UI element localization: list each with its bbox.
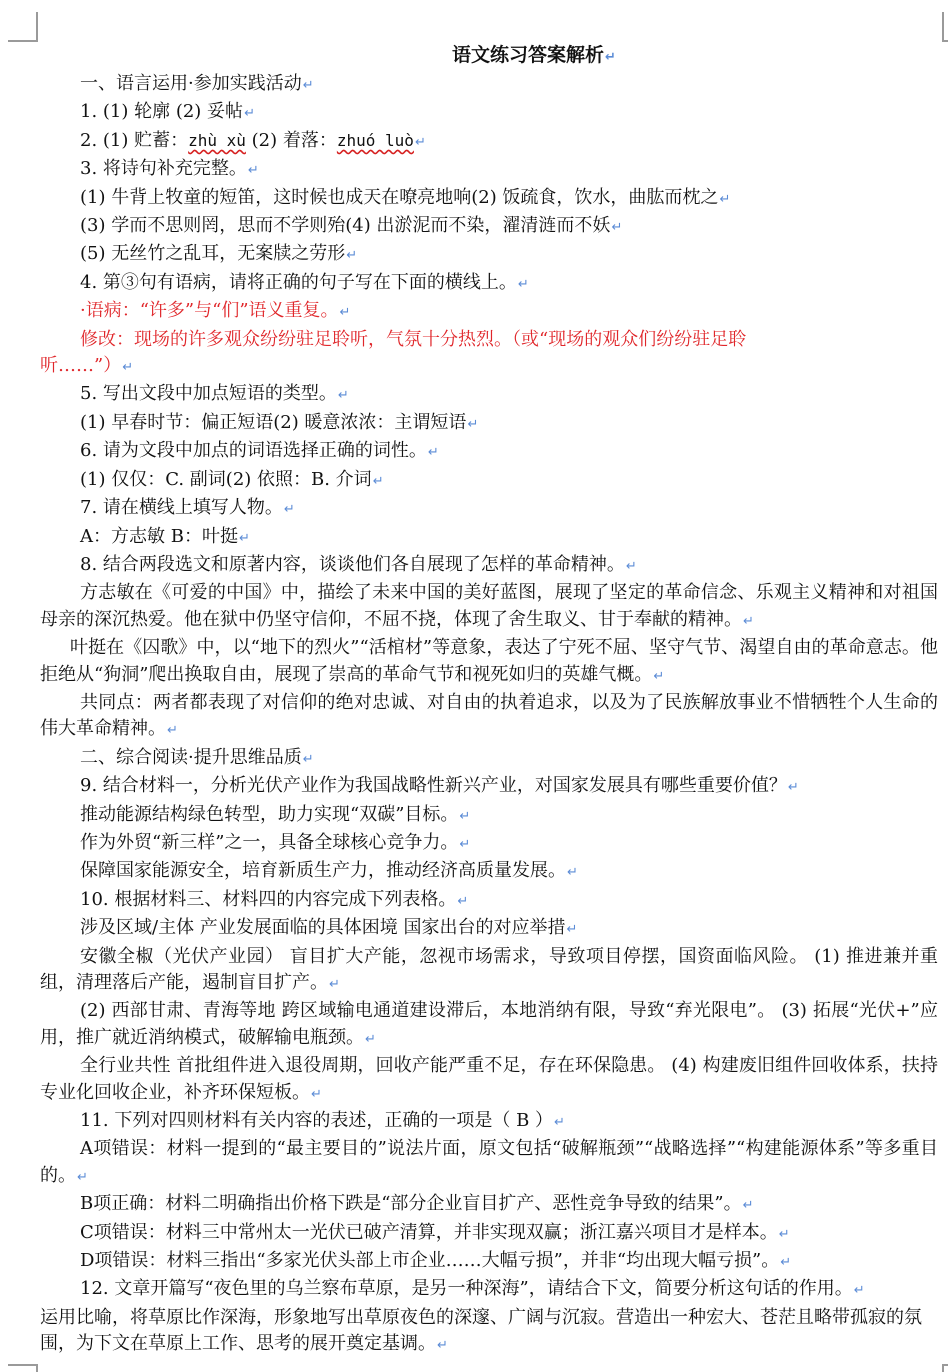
question-q11: 11. 下列对四则材料有关内容的表述，正确的一项是（ B ）↵ bbox=[80, 1110, 565, 1132]
question-q8: 8. 结合两段选文和原著内容，谈谈他们各自展现了怎样的革命精神。↵ bbox=[80, 553, 637, 575]
answer-q2: 2. (1) 贮蓄：zhù xù (2) 着落：zhuó luò↵ bbox=[80, 129, 426, 151]
question-q9: 9. 结合材料一，分析光伏产业作为我国战略性新兴产业，对国家发展具有哪些重要价值？↵ bbox=[80, 775, 799, 797]
answer-q9-a: 推动能源结构绿色转型，助力实现“双碳”目标。↵ bbox=[80, 803, 471, 825]
answer-q8-para1: 方志敏在《可爱的中国》中，描绘了未来中国的美好蓝图，展现了坚定的革命信念、乐观主义精神和对祖国母亲的深沉热爱。他在狱中仍坚守信仰，不屈不挠，体现了舍生取义、甘于奉献的精神。↵ bbox=[40, 582, 938, 630]
answer-q7: A：方志敏 B：叶挺↵ bbox=[80, 525, 250, 547]
question-q5: 5. 写出文段中加点短语的类型。↵ bbox=[80, 383, 349, 405]
corner-mark-top-right bbox=[942, 12, 948, 42]
answer-q9-b: 作为外贸“新三样”之一，具备全球核心竞争力。↵ bbox=[80, 831, 471, 853]
answer-q6: (1) 仅仅：C. 副词(2) 依照：B. 介词↵ bbox=[80, 468, 384, 490]
answer-q3-line1: (1) 牛背上牧童的短笛，这时候也成天在嘹亮地响(2) 饭疏食，饮水，曲肱而枕之↵ bbox=[80, 186, 731, 208]
answer-q5: (1) 早春时节：偏正短语(2) 暖意浓浓：主谓短语↵ bbox=[80, 411, 479, 433]
corner-mark-bottom-left bbox=[8, 1364, 38, 1372]
question-q3: 3. 将诗句补充完整。↵ bbox=[80, 158, 259, 180]
table-row-3: 全行业共性 首批组件进入退役周期，回收产能严重不足，存在环保隐患。 (4) 构建废旧组件回收体系，扶持专业化回收企业，补齐环保短板。↵ bbox=[40, 1055, 938, 1103]
answer-q8-para2: 叶挺在《囚歌》中，以“地下的烈火”“活棺材”等意象，表达了宁死不屈、坚守气节、渴望自由的革命意志。他拒绝从“狗洞”爬出换取自由，展现了崇高的革命气节和视死如归的英雄气概。↵ bbox=[40, 637, 938, 685]
section-heading-2: 二、综合阅读·提升思维品质↵ bbox=[80, 746, 314, 768]
corner-mark-top-left bbox=[8, 12, 38, 42]
answer-q8-para3: 共同点：两者都表现了对信仰的绝对忠诚、对自由的执着追求，以及为了民族解放事业不惜牺牲个人生命的伟大革命精神。↵ bbox=[40, 691, 938, 740]
section-heading-1: 一、语言运用·参加实践活动↵ bbox=[80, 73, 314, 94]
corner-mark-bottom-right bbox=[942, 1364, 948, 1372]
table-row-1: 安徽全椒（光伏产业园） 盲目扩大产能，忽视市场需求，导致项目停摆，国资面临风险。 (1) 推进兼并重组，清理落后产能，遏制盲目扩产。↵ bbox=[40, 945, 938, 993]
answer-q11-b: B项正确：材料二明确指出价格下跌是“部分企业盲目扩产、恶性竞争导致的结果”。↵ bbox=[80, 1193, 754, 1215]
answer-q3-line3: (5) 无丝竹之乱耳，无案牍之劳形↵ bbox=[80, 243, 358, 265]
answer-q4-fix: 修改：现场的许多观众纷纷驻足聆听，气氛十分热烈。（或“现场的观众们纷纷驻足聆 bbox=[80, 328, 747, 350]
answer-q4-fix-cont: 听……”）↵ bbox=[40, 355, 134, 377]
answer-q11-c: C项错误：材料三中常州太一光伏已破产清算，并非实现双赢；浙江嘉兴项目才是样本。↵ bbox=[80, 1221, 790, 1243]
question-q6: 6. 请为文段中加点的词语选择正确的词性。↵ bbox=[80, 440, 439, 462]
question-q7: 7. 请在横线上填写人物。↵ bbox=[80, 497, 295, 519]
table-header-q10: 涉及区域/主体 产业发展面临的具体困境 国家出台的对应举措↵ bbox=[80, 917, 578, 939]
document-body bbox=[40, 42, 938, 1360]
answer-q9-c: 保障国家能源安全，培育新质生产力，推动经济高质量发展。↵ bbox=[80, 860, 578, 882]
question-q4: 4. 第③句有语病，请将正确的句子写在下面的横线上。↵ bbox=[80, 271, 529, 293]
answer-q12: 运用比喻，将草原比作深海，形象地写出草原夜色的深邃、广阔与沉寂。营造出一种宏大、苍茫且略带孤寂的氛围，为下文在草原上工作、思考的展开奠定基调。↵ bbox=[40, 1306, 922, 1355]
question-q10: 10. 根据材料三、材料四的内容完成下列表格。↵ bbox=[80, 888, 469, 910]
answer-q11-a: A项错误：材料一提到的“最主要目的”说法片面，原文包括“破解瓶颈”“战略选择”“构建能源体系”等多重目的。↵ bbox=[40, 1138, 938, 1186]
answer-q4-error: ·语病：“许多”与“们”语义重复。↵ bbox=[80, 300, 351, 322]
answer-q1: 1. (1) 轮廓 (2) 妥帖↵ bbox=[80, 101, 255, 123]
answer-q11-d: D项错误：材料三指出“多家光伏头部上市企业……大幅亏损”，并非“均出现大幅亏损”。↵ bbox=[80, 1250, 792, 1272]
answer-q3-line2: (3) 学而不思则罔，思而不学则殆(4) 出淤泥而不染，濯清涟而不妖↵ bbox=[80, 215, 623, 237]
document-title: 语文练习答案解析↵ bbox=[452, 44, 616, 66]
pinyin-zhuxu: zhù xù bbox=[188, 130, 246, 150]
question-q12: 12. 文章开篇写“夜色里的乌兰察布草原，是另一种深海”，请结合下文，简要分析这句话的作用。↵ bbox=[80, 1278, 865, 1300]
pinyin-zhuoluo: zhuó luò bbox=[336, 130, 414, 150]
table-row-2: (2) 西部甘肃、青海等地 跨区域输电通道建设滞后，本地消纳有限，导致“弃光限电”。 (3) 拓展“光伏+”应用，推广就近消纳模式，破解输电瓶颈。↵ bbox=[40, 1000, 938, 1048]
